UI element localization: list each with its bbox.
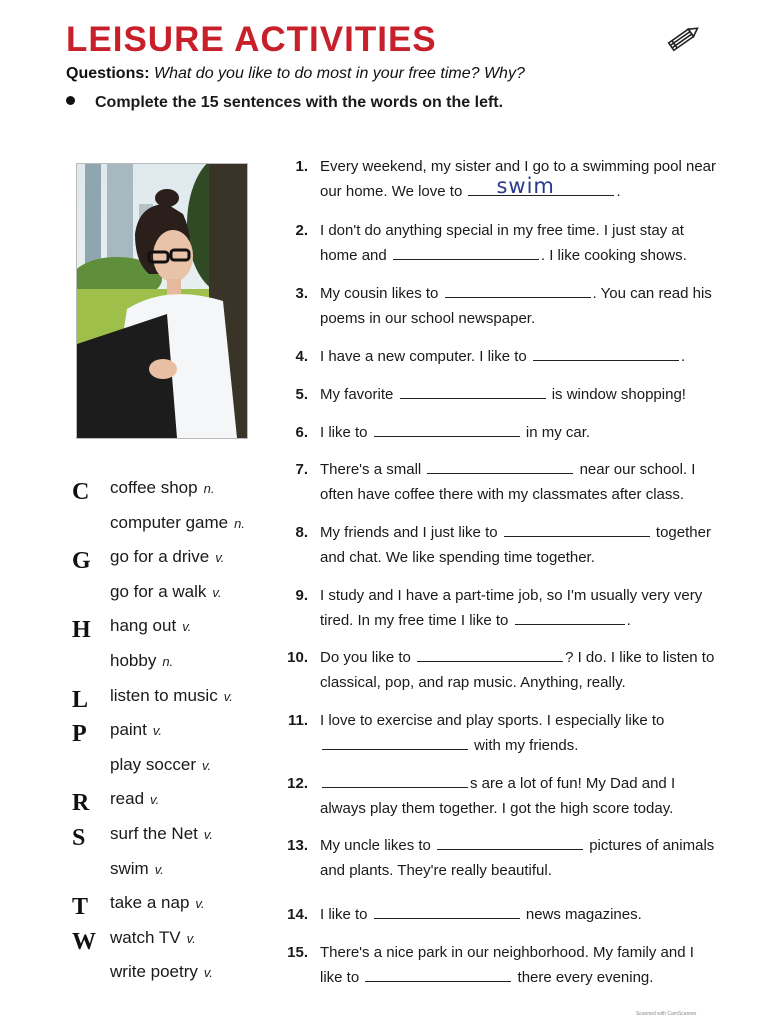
word-text: take a nap bbox=[110, 893, 190, 913]
word-bank-item bbox=[68, 819, 278, 854]
word-entry bbox=[110, 646, 173, 677]
word-text: computer game bbox=[110, 512, 229, 532]
sentence-pre: I don't do anything special in my free time. I just stay at home and bbox=[320, 222, 684, 264]
sentence-text bbox=[320, 833, 720, 883]
answer-blank[interactable] bbox=[393, 245, 539, 260]
sentence-text bbox=[320, 154, 720, 204]
sentence-number: 9. bbox=[295, 587, 308, 604]
word-entry bbox=[110, 577, 222, 608]
word-entry bbox=[110, 957, 213, 988]
word-bank bbox=[68, 473, 278, 992]
sentence-number: 12. bbox=[287, 775, 308, 792]
sentence-post: . I like cooking shows. bbox=[540, 247, 687, 264]
word-entry bbox=[110, 750, 211, 781]
word-entry bbox=[110, 611, 191, 642]
part-of-speech: n. bbox=[234, 515, 245, 531]
instruction-line bbox=[66, 94, 503, 112]
sentence-post: pictures of animals and plants. They're really beautiful. bbox=[320, 837, 715, 879]
part-of-speech: v. bbox=[182, 619, 192, 635]
sentence-number: 5. bbox=[295, 386, 308, 403]
sentence-text bbox=[320, 940, 720, 990]
sentence-pre: My cousin likes to bbox=[320, 285, 439, 302]
questions-label: Questions: bbox=[66, 65, 150, 82]
sentence-text bbox=[320, 344, 720, 369]
word-entry bbox=[110, 819, 213, 850]
sentence-number: 8. bbox=[295, 524, 308, 541]
part-of-speech: v. bbox=[215, 550, 225, 566]
word-text: hang out bbox=[110, 616, 177, 636]
sentence-number: 6. bbox=[295, 424, 308, 441]
part-of-speech: v. bbox=[195, 896, 205, 912]
woman-reading-photo bbox=[76, 163, 248, 439]
index-letter: H bbox=[72, 617, 91, 644]
word-entry bbox=[110, 923, 196, 954]
sentence-number: 14. bbox=[287, 906, 308, 923]
part-of-speech: v. bbox=[154, 861, 164, 877]
word-text: read bbox=[110, 789, 145, 809]
answer-blank[interactable] bbox=[365, 967, 511, 982]
word-text: swim bbox=[110, 858, 149, 878]
sentence-pre: Every weekend, my sister and I go to a swimming pool near our home. We love to bbox=[320, 158, 717, 200]
word-entry bbox=[110, 508, 245, 539]
part-of-speech: v. bbox=[186, 930, 196, 946]
bullet-icon bbox=[66, 96, 75, 105]
answer-blank[interactable] bbox=[437, 835, 583, 850]
answer-blank[interactable] bbox=[322, 773, 468, 788]
sentence-post: in my car. bbox=[525, 424, 591, 441]
sentence-text bbox=[320, 218, 720, 268]
sentence-text bbox=[320, 771, 720, 821]
sentence-pre: There's a nice park in our neighborhood. My family and I like to bbox=[320, 944, 694, 986]
part-of-speech: n. bbox=[162, 653, 174, 669]
sentence-number: 7. bbox=[295, 461, 308, 478]
part-of-speech: v. bbox=[203, 965, 214, 981]
answer-blank[interactable] bbox=[427, 459, 573, 474]
sentence-number: 1. bbox=[295, 158, 308, 175]
sentence-number: 3. bbox=[295, 285, 308, 302]
page-title: LEISURE ACTIVITIES bbox=[66, 20, 437, 59]
sentence-pre: I love to exercise and play sports. I especially like to bbox=[320, 712, 665, 729]
word-bank-item bbox=[68, 750, 278, 785]
sentence-text bbox=[320, 281, 720, 331]
word-entry bbox=[110, 542, 224, 573]
sentence-post: . You can read his poems in our school newspaper. bbox=[320, 285, 712, 327]
sentence-post: is window shopping! bbox=[551, 386, 686, 403]
answer-blank[interactable] bbox=[374, 422, 520, 437]
word-bank-item bbox=[68, 473, 278, 508]
word-text: paint bbox=[110, 720, 147, 740]
sentence-text bbox=[320, 583, 720, 633]
sentence-post: news magazines. bbox=[525, 906, 642, 923]
sentence-number: 13. bbox=[287, 837, 308, 854]
sentence-pre: Do you like to bbox=[320, 649, 411, 666]
sentence-number: 4. bbox=[295, 348, 308, 365]
word-bank-item bbox=[68, 715, 278, 750]
part-of-speech: v. bbox=[203, 826, 214, 842]
part-of-speech: v. bbox=[223, 688, 233, 704]
sentence-post: with my friends. bbox=[474, 737, 579, 754]
word-text: hobby bbox=[110, 650, 157, 670]
sentence-pre: My uncle likes to bbox=[320, 837, 431, 854]
sentence-pre: I like to bbox=[320, 906, 368, 923]
sentence-post: s are a lot of fun! My Dad and I always play them together. I got the high score today. bbox=[320, 775, 676, 817]
answer-blank[interactable] bbox=[374, 904, 520, 919]
questions-text: What do you like to do most in your free time? Why? bbox=[154, 65, 525, 82]
answer-blank[interactable] bbox=[515, 610, 625, 625]
word-text: go for a drive bbox=[110, 547, 210, 567]
word-entry bbox=[110, 681, 233, 712]
word-bank-item bbox=[68, 888, 278, 923]
answer-blank[interactable] bbox=[504, 522, 650, 537]
word-bank-item bbox=[68, 923, 278, 958]
sentence-post: near our school. I often have coffee there with my classmates after class. bbox=[320, 461, 696, 503]
sentence-pre: There's a small bbox=[320, 461, 422, 478]
part-of-speech: n. bbox=[203, 481, 215, 496]
word-bank-item bbox=[68, 508, 278, 543]
answer-blank[interactable] bbox=[468, 174, 614, 198]
handwritten-answer: swim bbox=[496, 174, 555, 198]
index-letter: W bbox=[72, 928, 96, 955]
sentence-text bbox=[320, 420, 720, 445]
sentence-pre: My favorite bbox=[320, 386, 394, 403]
sentence-number: 2. bbox=[295, 222, 308, 239]
word-bank-item bbox=[68, 542, 278, 577]
word-text: coffee shop bbox=[110, 478, 198, 497]
sentence-post: there every evening. bbox=[517, 969, 654, 986]
sentence-pre: I study and I have a part-time job, so I'm usually very very tired. In my free time I like to bbox=[320, 587, 703, 629]
word-text: surf the Net bbox=[110, 823, 198, 843]
sentence-pre: I like to bbox=[320, 424, 368, 441]
part-of-speech: v. bbox=[150, 792, 160, 808]
part-of-speech: v. bbox=[201, 757, 212, 773]
index-letter: S bbox=[72, 824, 86, 851]
sentence-text bbox=[320, 520, 720, 570]
word-bank-item bbox=[68, 957, 278, 992]
questions-line bbox=[66, 65, 525, 83]
word-text: watch TV bbox=[110, 927, 181, 947]
sentence-pre: I have a new computer. I like to bbox=[320, 348, 527, 365]
sentence-text bbox=[320, 645, 720, 695]
word-text: listen to music bbox=[110, 685, 218, 705]
word-bank-item bbox=[68, 611, 278, 646]
answer-blank[interactable] bbox=[400, 384, 546, 399]
word-text: write poetry bbox=[110, 962, 198, 982]
sentence-text bbox=[320, 382, 720, 407]
sentence-text bbox=[320, 902, 720, 927]
sentence-number: 11. bbox=[287, 712, 308, 729]
index-letter: T bbox=[72, 894, 89, 921]
index-letter: C bbox=[72, 479, 90, 505]
part-of-speech: v. bbox=[152, 723, 163, 739]
word-text: go for a walk bbox=[110, 581, 207, 601]
word-text: play soccer bbox=[110, 754, 196, 774]
index-letter: G bbox=[72, 548, 91, 575]
index-letter: L bbox=[72, 686, 89, 713]
instruction-text: Complete the 15 sentences with the words on the left. bbox=[95, 94, 504, 111]
answer-blank[interactable] bbox=[322, 735, 468, 750]
word-bank-item bbox=[68, 854, 278, 889]
word-bank-item bbox=[68, 646, 278, 681]
scanner-watermark: Scanned with CamScanner bbox=[636, 1011, 697, 1017]
word-bank-item bbox=[68, 681, 278, 716]
word-entry bbox=[110, 784, 159, 815]
word-entry bbox=[110, 473, 214, 504]
part-of-speech: v. bbox=[212, 584, 222, 600]
word-bank-item bbox=[68, 577, 278, 612]
sentence-text bbox=[320, 457, 720, 507]
index-letter: P bbox=[72, 721, 87, 748]
sentence-post: together and chat. We like spending time together. bbox=[320, 524, 711, 566]
index-letter: R bbox=[72, 790, 90, 817]
word-entry bbox=[110, 888, 205, 919]
word-entry bbox=[110, 715, 162, 746]
sentence-text bbox=[320, 708, 720, 758]
sentence-post: . bbox=[680, 348, 686, 365]
sentence-pre: My friends and I just like to bbox=[320, 524, 498, 541]
pencil-icon bbox=[662, 22, 704, 56]
word-entry bbox=[110, 854, 164, 885]
sentence-number: 10. bbox=[287, 649, 308, 666]
answer-blank[interactable] bbox=[533, 346, 679, 361]
word-bank-item bbox=[68, 784, 278, 819]
sentence-post: . bbox=[616, 183, 621, 200]
sentence-number: 15. bbox=[287, 944, 308, 961]
answer-blank[interactable] bbox=[417, 647, 563, 662]
sentence-post: . bbox=[626, 612, 631, 629]
sentence-post: ? I do. I like to listen to classical, pop, and rap music. Anything, really. bbox=[320, 649, 715, 691]
answer-blank[interactable] bbox=[445, 283, 591, 298]
